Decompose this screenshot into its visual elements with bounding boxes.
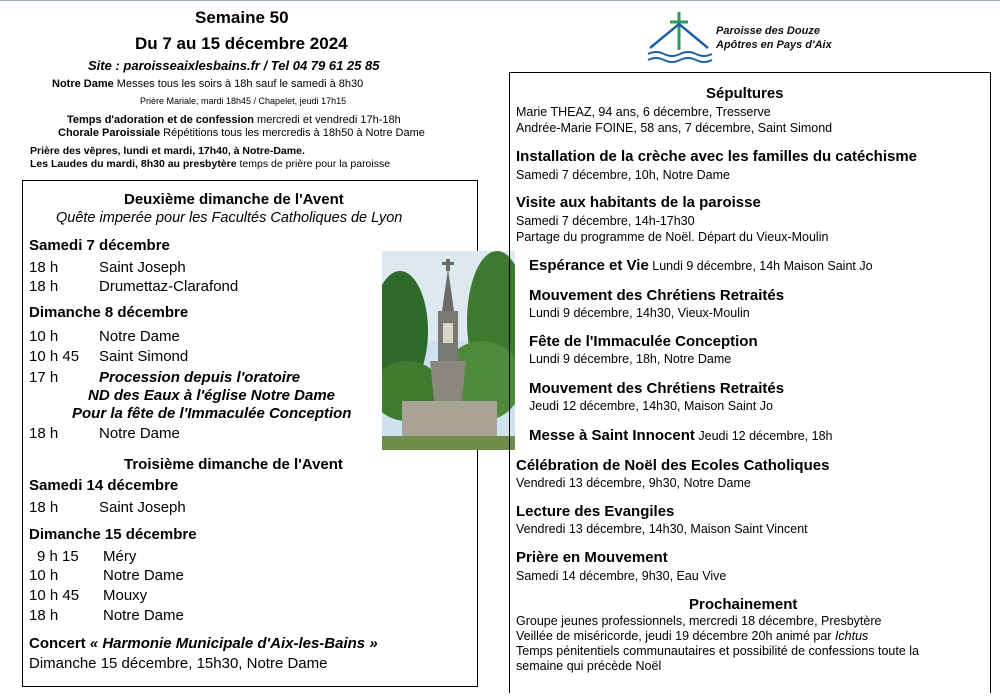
immaculee-when: Lundi 9 décembre, 18h, Notre Dame [529,352,732,366]
creche-when: Samedi 7 décembre, 10h, Notre Dame [516,168,730,182]
oratoire-photo [382,251,515,450]
mass-time: 18 h [29,425,59,442]
mass-time: 17 h [29,369,59,386]
date-range: Du 7 au 15 décembre 2024 [135,34,348,53]
mass-place: Notre Dame [103,607,184,624]
vepres-line: Prière des vêpres, lundi et mardi, 17h40, à Notre-Dame. [30,145,305,157]
mass-time: 10 h 45 [29,348,80,365]
quete-line: Quête imperée pour les Facultés Catholiques de Lyon [56,210,403,226]
creche-title: Installation de la crèche avec les familles du catéchisme [516,148,918,165]
day-samedi-7: Samedi 7 décembre [29,237,170,254]
mass-place: Saint Joseph [99,499,186,516]
procession-line-2: ND des Eaux à l'église Notre Dame [88,387,335,404]
mass-time: 9 h 15 [37,548,79,565]
mass-time: 10 h 45 [29,587,80,604]
noel-when: Vendredi 13 décembre, 9h30, Notre Dame [516,476,751,490]
third-sunday-advent-title: Troisième dimanche de l'Avent [124,456,343,473]
priere-when: Samedi 14 décembre, 9h30, Eau Vive [516,569,727,583]
sepulture-entry: Andrée-Marie FOINE, 58 ans, 7 décembre, Saint Simond [516,121,833,135]
visite-detail: Partage du programme de Noël. Départ du Vieux-Moulin [516,230,829,244]
innocent-line: Messe à Saint Innocent Jeudi 12 décembre, 18h [529,427,833,444]
mass-place: Saint Simond [99,348,189,365]
site-and-phone: Site : paroisseaixlesbains.fr / Tel 04 79 61 25 85 [88,58,380,73]
day-dimanche-15: Dimanche 15 décembre [29,526,197,543]
parish-name: Paroisse des Douze Apôtres en Pays d'Aix [716,25,832,51]
evangiles-title: Lecture des Evangiles [516,503,675,520]
procession-line-1: Procession depuis l'oratoire [99,369,301,386]
second-sunday-advent-title: Deuxième dimanche de l'Avent [124,191,344,208]
mass-place: Mouxy [103,587,148,604]
day-samedi-14: Samedi 14 décembre [29,477,179,494]
mass-place: Saint Joseph [99,259,186,276]
laudes-line: Les Laudes du mardi, 8h30 au presbytère temps de prière pour la paroisse [30,158,391,170]
mcr1-when: Lundi 9 décembre, 14h30, Vieux-Moulin [529,306,750,320]
prochainement-item: Veillée de miséricorde, jeudi 19 décembre 20h animé par Ichtus [516,629,869,643]
sepultures-title: Sépultures [706,85,784,102]
mass-place: Méry [103,548,137,565]
priere-title: Prière en Mouvement [516,549,668,566]
mass-place: Notre Dame [99,425,180,442]
sepulture-entry: Marie THEAZ, 94 ans, 6 décembre, Tresserve [516,105,771,119]
week-title: Semaine 50 [195,8,289,27]
mcr2-title: Mouvement des Chrétiens Retraités [529,380,785,397]
mass-time: 18 h [29,499,59,516]
visite-title: Visite aux habitants de la paroisse [516,194,761,211]
top-border-line [0,0,1000,1]
mass-time: 10 h [29,328,59,345]
chorale-line: Chorale Paroissiale Répétitions tous les mercredis à 18h50 à Notre Dame [58,127,425,139]
day-dimanche-8: Dimanche 8 décembre [29,304,189,321]
prochainement-title: Prochainement [689,596,798,613]
mass-place: Drumettaz-Clarafond [99,278,239,295]
notre-dame-masses-line: Notre Dame Messes tous les soirs à 18h sauf le samedi à 8h30 [52,78,364,90]
procession-line-3: Pour la fête de l'Immaculée Conception [72,405,352,422]
mcr2-when: Jeudi 12 décembre, 14h30, Maison Saint Jo [529,399,773,413]
esperance-line: Espérance et Vie Lundi 9 décembre, 14h Maison Saint Jo [529,257,873,274]
prochainement-item: Temps pénitentiels communautaires et possibilité de confessions toute la semaine qui précède Noël [516,644,919,673]
mass-time: 18 h [29,259,59,276]
concert-when: Dimanche 15 décembre, 15h30, Notre Dame [29,655,328,672]
concert-title: Concert « Harmonie Municipale d'Aix-les-Bains » [29,635,378,652]
mass-place: Notre Dame [99,328,180,345]
priere-mariale-line: Prière Mariale, mardi 18h45 / Chapelet, jeudi 17h15 [140,96,347,106]
adoration-line: Temps d'adoration et de confession mercredi et vendredi 17h-18h [67,114,401,126]
mass-time: 18 h [29,607,59,624]
immaculee-title: Fête de l'Immaculée Conception [529,333,758,350]
mcr1-title: Mouvement des Chrétiens Retraités [529,287,785,304]
mass-time: 18 h [29,278,59,295]
mass-time: 10 h [29,567,59,584]
mass-place: Notre Dame [103,567,184,584]
evangiles-when: Vendredi 13 décembre, 14h30, Maison Saint Vincent [516,522,808,536]
visite-when: Samedi 7 décembre, 14h-17h30 [516,214,695,228]
noel-title: Célébration de Noël des Ecoles Catholiques [516,457,830,474]
prochainement-item: Groupe jeunes professionnels, mercredi 18 décembre, Presbytère [516,614,882,628]
